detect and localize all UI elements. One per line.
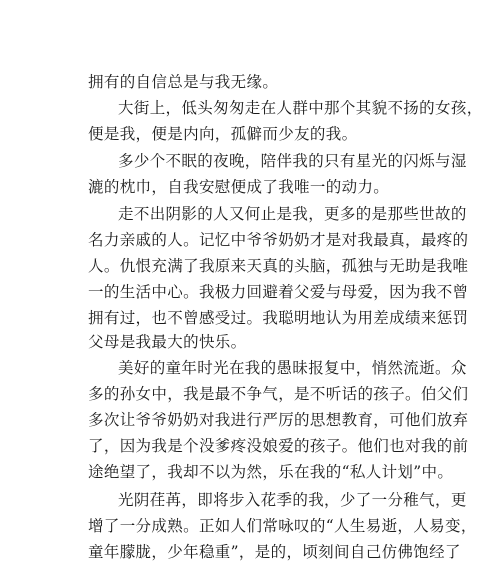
text-line: 了，因为我是个没爹疼没娘爱的孩子。他们也对我的前 [88, 437, 469, 455]
text-line: 人。仇恨充满了我原来天真的头脑，孤独与无助是我唯 [88, 257, 469, 275]
text-line: 一的生活中心。我极力回避着父爱与母爱，因为我不曾 [88, 283, 469, 301]
text-line: 走不出阴影的人又何止是我，更多的是那些世故的 [118, 205, 467, 223]
text-line: 大街上，低头匆匆走在人群中那个其貌不扬的女孩， [118, 99, 483, 117]
text-line: 便是我，便是内向，孤僻而少友的我。 [88, 125, 358, 143]
text-line: 美好的童年时光在我的愚昧报复中，悄然流逝。众 [118, 359, 467, 377]
text-line: 多少个不眠的夜晚，陪伴我的只有星光的闪烁与湿 [118, 152, 467, 170]
text-line: 途绝望了，我却不以为然，乐在我的“私人计划”中。 [88, 463, 454, 481]
text-line: 父母是我最大的快乐。 [88, 333, 247, 351]
text-line: 漉的枕巾，自我安慰便成了我唯一的动力。 [88, 178, 390, 196]
text-line: 拥有过，也不曾感受过。我聪明地认为用差成绩来惩罚 [88, 309, 469, 327]
text-line: 拥有的自信总是与我无缘。 [88, 73, 279, 91]
text-line: 多次让爷爷奶奶对我进行严厉的思想教育，可他们放弃 [88, 411, 469, 429]
text-line: 名力亲戚的人。记忆中爷爷奶奶才是对我最真，最疼的 [88, 231, 469, 249]
text-line: 增了一分成熟。正如人们常咏叹的“人生易逝，人易变， [88, 517, 477, 535]
text-line: 童年朦胧，少年稳重”，是的，顷刻间自己仿佛饱经了 [88, 543, 461, 561]
text-line: 光阴荏苒，即将步入花季的我，少了一分稚气，更 [118, 491, 467, 509]
text-line: 多的孙女中，我是最不争气，是不听话的孩子。伯父们 [88, 385, 469, 403]
